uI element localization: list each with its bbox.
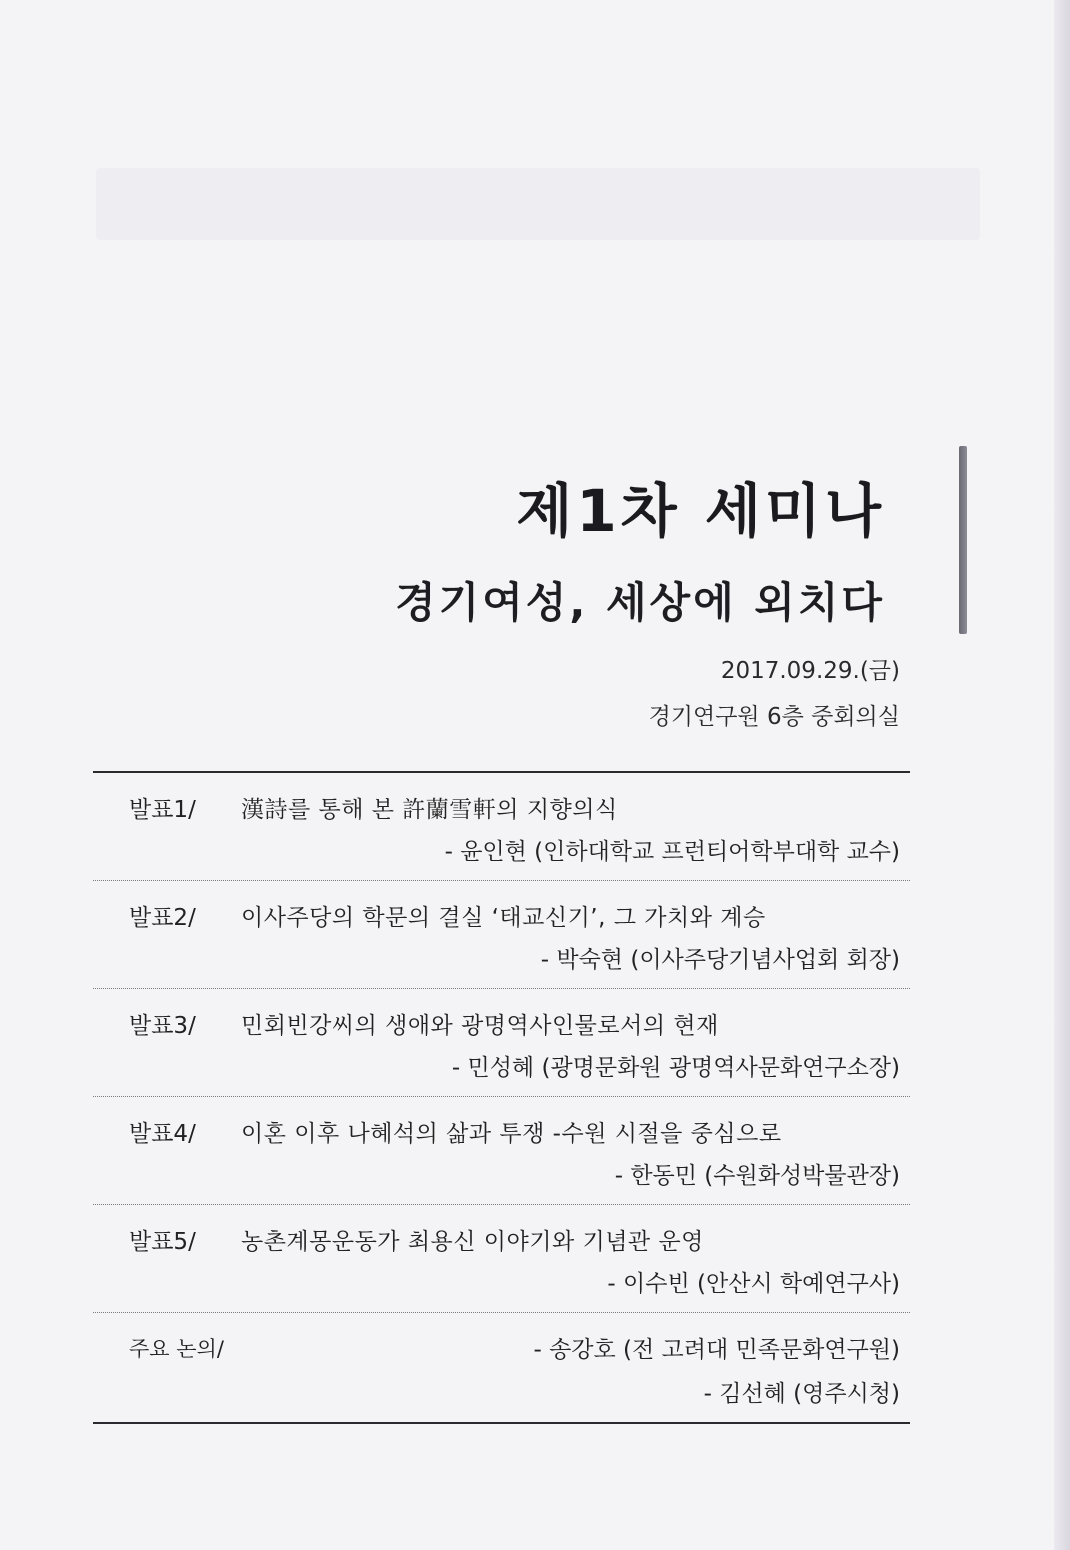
presentation-label: 발표4/ [129,1121,196,1147]
discussion-row [93,1313,910,1422]
presentation-row [93,773,910,881]
presentation-speaker: - 한동민 (수원화성박물관장) [614,1163,900,1189]
seminar-title: 제1차 세미나 [516,477,885,545]
presentation-topic: 농촌계몽운동가 최용신 이야기와 기념관 운영 [241,1229,704,1255]
presentation-label: 발표2/ [129,905,196,931]
presentation-speaker: - 이수빈 (안산시 학예연구사) [607,1271,900,1297]
event-meta [649,648,900,740]
presentation-row [93,1205,910,1313]
title-block [235,446,935,634]
presentation-row [93,1097,910,1205]
presentation-speaker: - 윤인현 (인하대학교 프런티어학부대학 교수) [444,839,900,865]
presentation-label: 발표3/ [129,1013,196,1039]
discussant: - 김선혜 (영주시청) [703,1381,900,1407]
event-venue: 경기연구원 6층 중회의실 [648,704,900,730]
bleed-through-band [96,168,980,240]
presentation-speaker: - 박숙현 (이사주당기념사업회 회장) [540,947,900,973]
seminar-subtitle: 경기여성, 세상에 외치다 [395,578,885,627]
presentation-label: 발표1/ [129,797,196,823]
presentation-label: 발표5/ [129,1229,196,1255]
page-edge-shadow [1054,0,1070,1550]
program-table [93,771,910,1424]
discussion-label: 주요 논의/ [129,1337,224,1361]
discussant: - 송강호 (전 고려대 민족문화연구원) [533,1337,900,1363]
presentation-topic: 민회빈강씨의 생애와 광명역사인물로서의 현재 [241,1013,719,1039]
title-accent-bar [959,446,967,634]
presentation-row [93,989,910,1097]
presentation-topic: 漢詩를 통해 본 許蘭雪軒의 지향의식 [241,797,618,823]
presentation-row [93,881,910,989]
presentation-topic: 이혼 이후 나혜석의 삶과 투쟁 -수원 시절을 중심으로 [241,1121,782,1147]
presentation-speaker: - 민성혜 (광명문화원 광명역사문화연구소장) [451,1055,900,1081]
event-date: 2017.09.29.(금) [720,658,900,684]
presentation-topic: 이사주당의 학문의 결실 ‘태교신기’, 그 가치와 계승 [241,905,766,931]
